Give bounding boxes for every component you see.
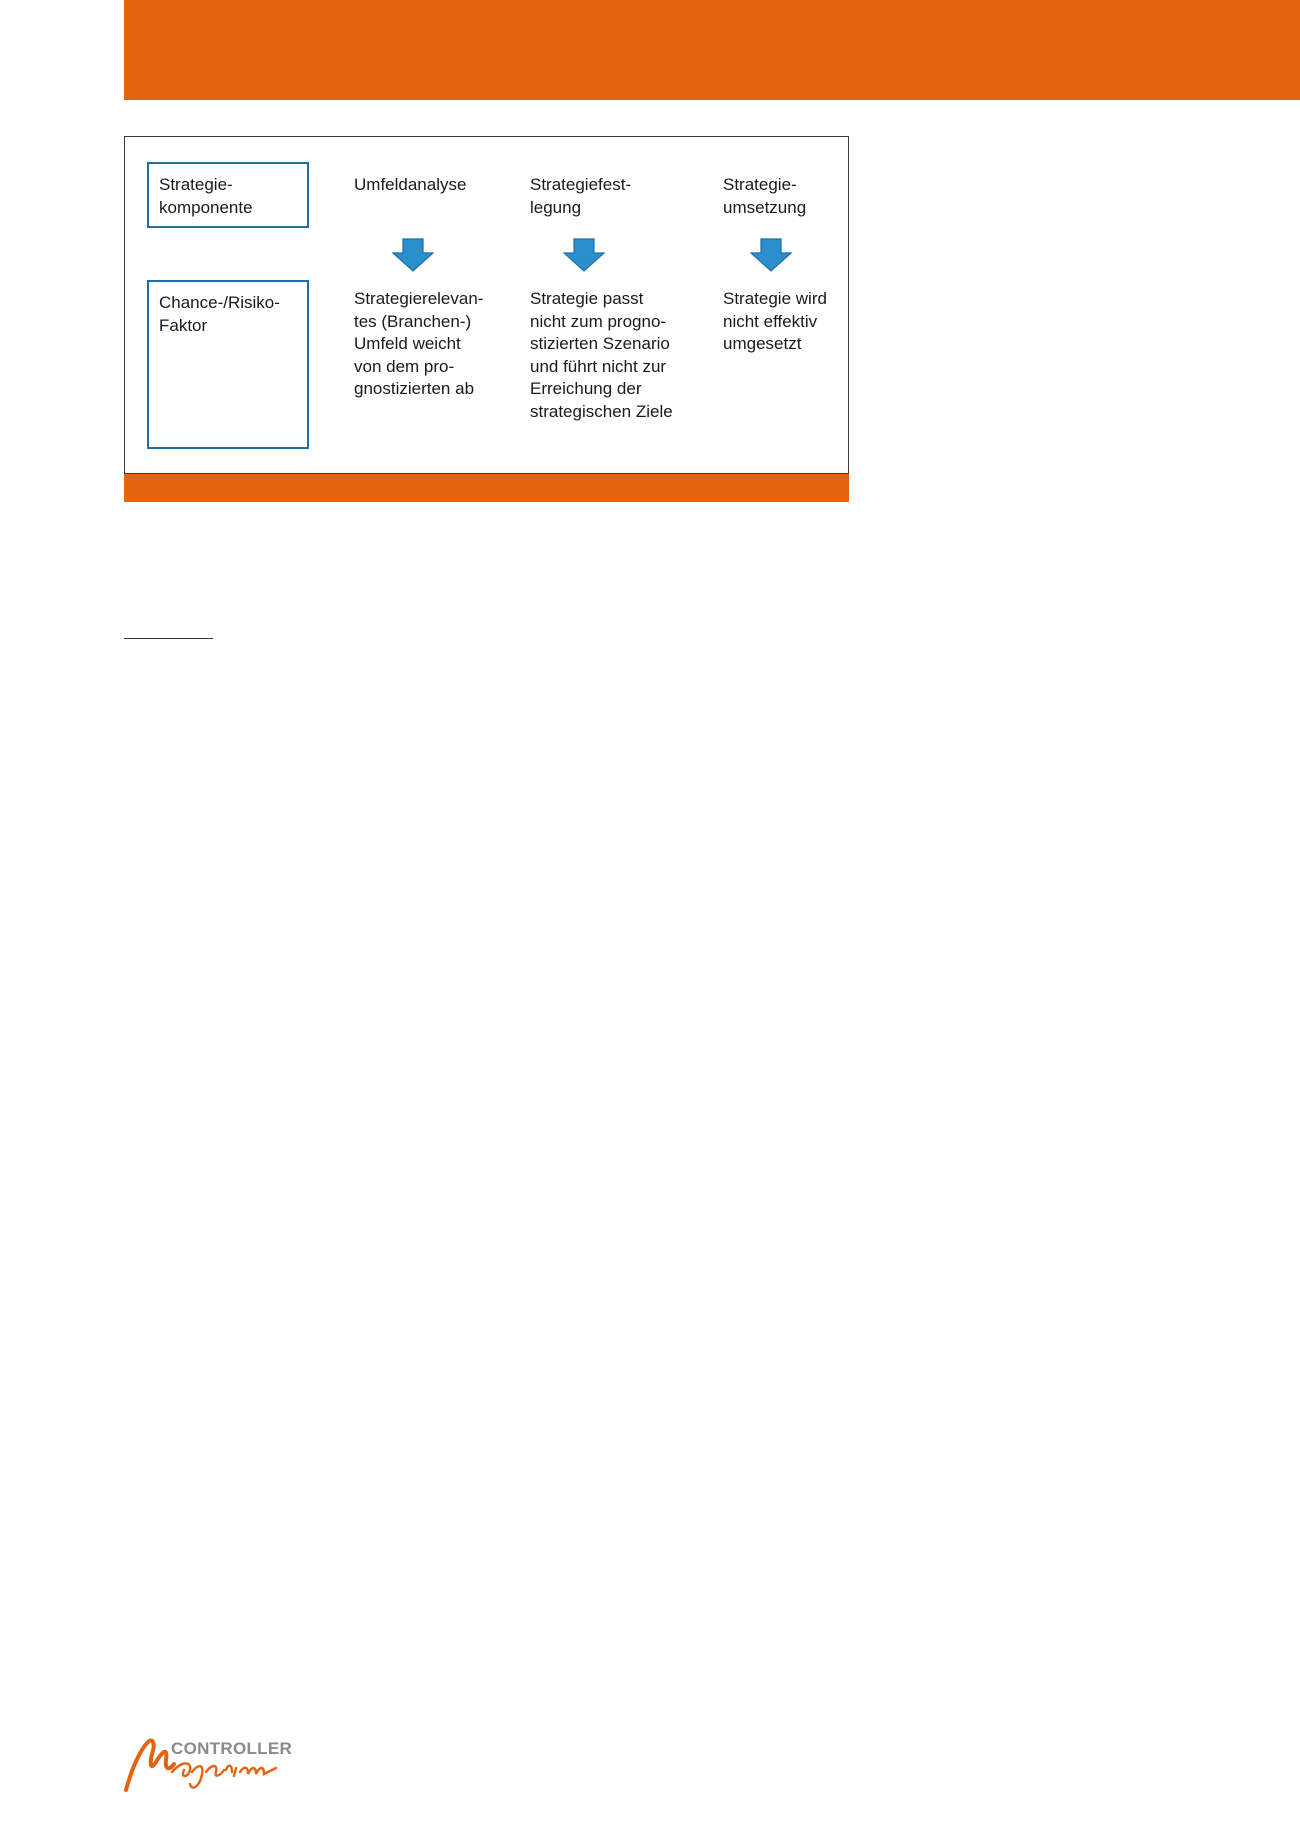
footnote-divider [124, 638, 213, 639]
row-label-risk-factor: Chance-/Risiko- Faktor [147, 280, 309, 449]
figure-bottom-band [124, 474, 849, 502]
row-label-strategy-component: Strategie- komponente [147, 162, 309, 228]
column-heading-2: Strategiefest- legung [530, 175, 632, 217]
column-heading-1: Umfeldanalyse [354, 175, 467, 194]
header-orange-band [124, 0, 1300, 100]
down-arrow-icon [392, 238, 434, 272]
column-description-1: Strategierelevan- tes (Branchen-) Umfeld weicht von dem pro- gnostizierten ab [354, 289, 484, 398]
logo-wordmark: CONTROLLER [171, 1739, 293, 1758]
column-description-2: Strategie passt nicht zum progno- stizierten Szenario und führt nicht zur Erreichung der strategischen Ziele [530, 289, 673, 421]
down-arrow-icon [563, 238, 605, 272]
down-arrow-icon [750, 238, 792, 272]
column-description-3: Strategie wird nicht effektiv umgesetzt [723, 289, 827, 353]
column-heading-3: Strategie- umsetzung [723, 175, 807, 217]
